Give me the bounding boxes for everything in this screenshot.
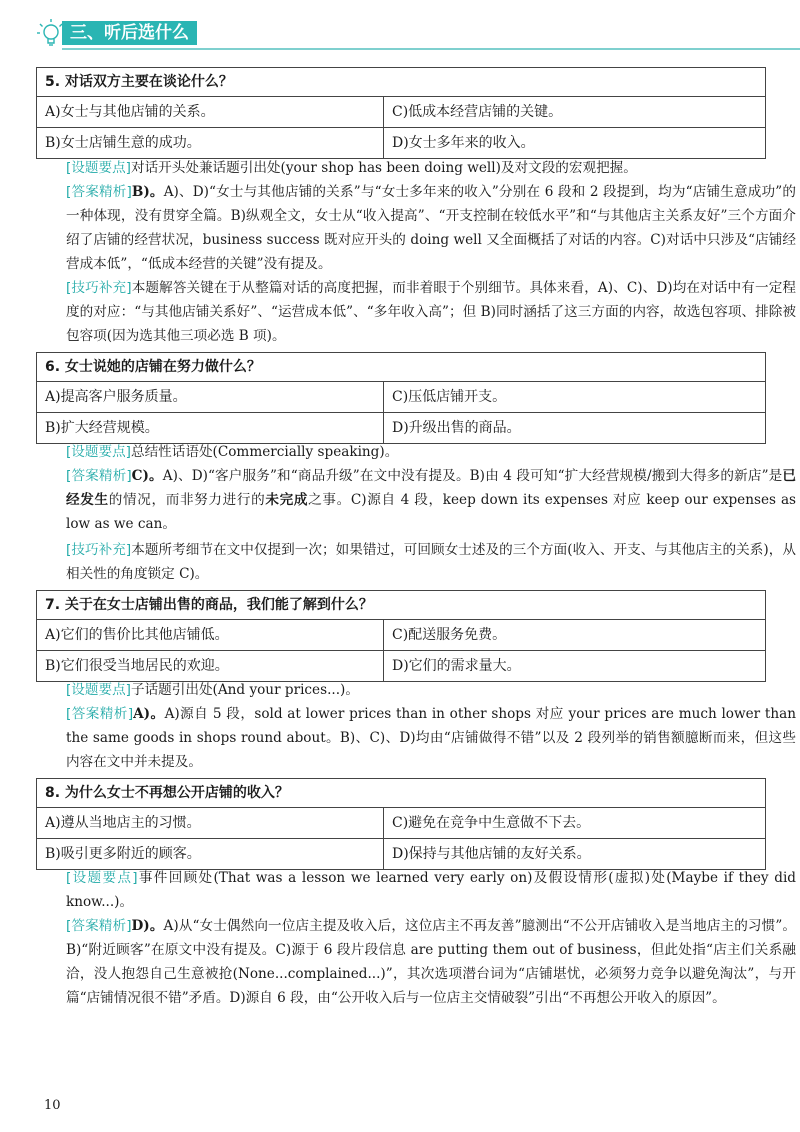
option-c: C)压低店铺开支。 [392,389,507,405]
question-8-title: 8. 为什么女士不再想公开店铺的收入？ [37,779,765,808]
key-point-text: 总结性话语处(Commercially speaking)。 [130,444,399,460]
key-point-label: [设题要点] [66,160,131,176]
answer-text: A)、D)“女士与其他店铺的关系”与“女士多年来的收入”分别在 6 段和 2 段提到，均为“店铺生意成功”的一种体现，没有贯穿全篇。B)纵观全文，女士从“收入提高”、“开支控制在较低水平”和“与其他店主关系友好”三个方面介绍了店铺的经营状况，business success 既对应开头的 doing well 又全面概括了对话的内容。C)对话中只涉及“店铺经营成本低”，“低成本经营的关键”没有提及。 [66,184,797,272]
tip-label: [技巧补充] [66,542,132,558]
option-b: B)它们很受当地居民的欢迎。 [37,651,384,681]
option-d: D)升级出售的商品。 [392,420,521,436]
answer-emphasis: 未完成 [265,492,309,508]
option-c: C)低成本经营店铺的关键。 [392,104,563,120]
option-c: C)避免在竞争中生意做不下去。 [392,815,591,831]
key-point-text: 事件回顾处(That was a lesson we learned very early on)及假设情形(虚拟)处(Maybe if they did know...)。 [66,870,796,910]
key-point-label: [设题要点] [66,870,138,886]
q7-answer-analysis [36,702,796,774]
option-d: D)保持与其他店铺的友好关系。 [392,846,591,862]
key-point-text: 子话题引出处(And your prices...)。 [130,682,359,698]
question-6-table [36,352,766,444]
options-row [37,382,765,413]
question-5-table [36,67,766,159]
answer-text: 之事。C)源自 4 段，keep down its expenses 对应 keep our expenses as low as we can。 [66,492,797,532]
key-point-text: 对话开头处兼话题引出处(your shop has been doing well)及对文段的宏观把握。 [130,160,637,176]
answer-text: A)、D)“客户服务”和“商品升级”在文中没有提及。B)由 4 段可知“扩大经营规模/搬到大得多的新店”是 [162,468,783,484]
options-row [37,97,765,128]
answer-emphasis: 已经发生 [66,468,796,508]
answer-choice: A)。 [133,706,165,722]
options-row [37,651,765,681]
option-b: B)女士店铺生意的成功。 [37,128,384,158]
answer-choice: D)。 [131,918,164,934]
answer-choice: C)。 [131,468,163,484]
q5-answer-analysis [36,180,796,276]
q6-answer-analysis [36,464,796,536]
answer-text: A)源自 5 段，sold at lower prices than in other shops 对应 your prices are much lower than the same goods in shops round about。B)、C)、D)均由“店铺做得不错”以及 2 段列举的销售额臆断而来，但这些内容在文中并未提及。 [66,706,796,770]
options-row [37,413,765,443]
option-a: A)遵从当地店主的习惯。 [37,808,384,838]
option-b: B)扩大经营规模。 [37,413,384,443]
answer-choice: B)。 [131,184,164,200]
q5-tip [36,276,796,348]
tip-label: [技巧补充] [66,280,132,296]
key-point-label: [设题要点] [66,682,131,698]
options-row [37,839,765,869]
question-6-title: 6. 女士说她的店铺在努力做什么？ [37,353,765,382]
answer-text: A)从“女士偶然向一位店主提及收入后，这位店主不再友善”臆测出“不公开店铺收入是当地店主的习惯”。B)“附近顾客”在原文中没有提及。C)源于 6 段片段信息 are putting them out of business，但此处指“店主们关系融洽，没人抱怨自己生意被抢(None...complained...)”，其次选项潜台词为“店铺堪忧，必须努力竞争以避免淘汰”，与开篇“店铺情况很不错”矛盾。D)源自 6 段，由“公开收入后与一位店主交情破裂”引出“不再想公开收入的原因”。 [66,918,796,1006]
header-divider [62,48,800,50]
options-row [37,808,765,839]
option-c: C)配送服务免费。 [392,627,507,643]
answer-label: [答案精析] [66,468,132,484]
q6-key-point [36,440,796,464]
question-8-table [36,778,766,870]
page-number: 10 [44,1098,61,1113]
options-row [37,620,765,651]
section-header [36,18,766,48]
section-title: 三、听后选什么 [62,21,197,45]
q5-key-point [36,156,796,180]
q8-key-point [36,866,796,914]
tip-text: 本题解答关键在于从整篇对话的高度把握，而非着眼于个别细节。具体来看，A)、C)、D)均在对话中有一定程度的对应：“与其他店铺关系好”、“运营成本低”、“多年收入高”；但 B)同时涵括了这三方面的内容，故选包容项、排除被包容项(因为选其他三项必选 B 项)。 [66,280,796,344]
q6-tip [36,538,796,586]
option-b: B)吸引更多附近的顾客。 [37,839,384,869]
question-5-title: 5. 对话双方主要在谈论什么？ [37,68,765,97]
answer-label: [答案精析] [66,184,132,200]
option-d: D)女士多年来的收入。 [392,135,535,151]
options-row [37,128,765,158]
tip-text: 本题所考细节在文中仅提到一次；如果错过，可回顾女士述及的三个方面(收入、开支、与其他店主的关系)，从相关性的角度锁定 C)。 [66,542,796,582]
question-7-table [36,590,766,682]
answer-label: [答案精析] [66,918,132,934]
option-a: A)提高客户服务质量。 [37,382,384,412]
question-7-title: 7. 关于在女士店铺出售的商品，我们能了解到什么？ [37,591,765,620]
answer-text: 的情况，而非努力进行的 [108,492,266,508]
answer-label: [答案精析] [66,706,134,722]
option-a: A)女士与其他店铺的关系。 [37,97,384,127]
option-d: D)它们的需求量大。 [392,658,521,674]
q7-key-point [36,678,796,702]
option-a: A)它们的售价比其他店铺低。 [37,620,384,650]
q8-answer-analysis [36,914,796,1010]
key-point-label: [设题要点] [66,444,131,460]
